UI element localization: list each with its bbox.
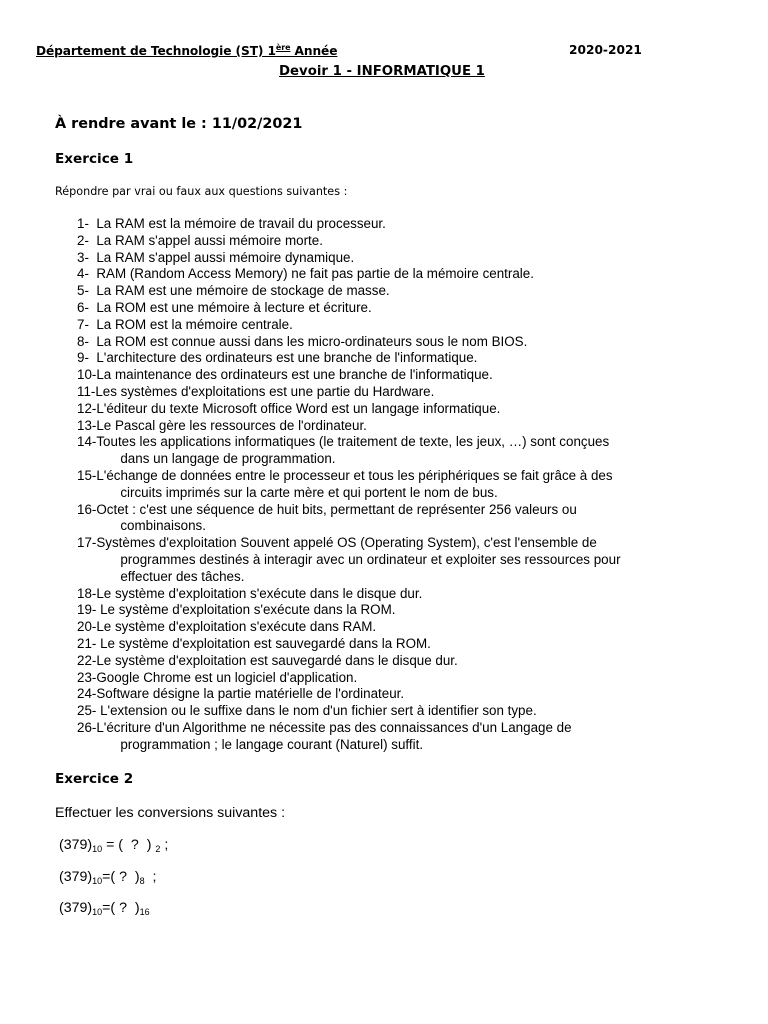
question-line: Le système d'exploitation est sauvegardé dans le disque dur.	[96, 652, 458, 668]
question-item	[77, 670, 717, 687]
question-item	[77, 468, 717, 502]
conversion-item	[59, 900, 150, 917]
question-number: 5-	[77, 283, 97, 299]
question-item	[77, 367, 717, 384]
conversion-from-base: 10	[92, 876, 103, 886]
question-number: 9-	[77, 350, 97, 366]
due-date: À rendre avant le : 11/02/2021	[55, 116, 303, 132]
question-text	[100, 602, 717, 619]
conversion-result: =( ? )	[102, 900, 140, 916]
question-line: La RAM s'appel aussi mémoire dynamique.	[96, 249, 355, 265]
question-number: 7-	[77, 316, 97, 332]
conversion-number: (379)	[59, 837, 93, 853]
question-line: L'architecture des ordinateurs est une branche de l'informatique.	[96, 350, 478, 366]
question-text	[96, 468, 717, 502]
question-item	[77, 619, 717, 636]
question-text	[96, 720, 717, 754]
question-item	[77, 317, 717, 334]
year-superscript: ère	[275, 43, 291, 52]
question-number: 10-	[77, 367, 97, 383]
question-text	[96, 401, 717, 418]
question-number: 17-	[77, 535, 97, 551]
question-number: 26-	[77, 719, 97, 735]
question-item	[77, 602, 717, 619]
question-line: Le système d'exploitation s'exécute dans la ROM.	[100, 602, 396, 618]
conversion-end: ;	[144, 869, 157, 885]
question-number: 1-	[77, 216, 97, 231]
question-line: La RAM est la mémoire de travail du processeur.	[96, 216, 386, 231]
question-line: Software désigne la partie matérielle de l'ordinateur.	[96, 686, 405, 702]
question-list	[77, 216, 717, 754]
question-line: circuits imprimés sur la carte mère et qui portent le nom de bus.	[120, 484, 498, 500]
question-item	[77, 636, 717, 653]
question-number: 13-	[77, 417, 97, 433]
conversion-to-base: 16	[139, 907, 150, 917]
question-line: Octet : c'est une séquence de huit bits, permettant de représenter 256 valeurs ou	[96, 501, 577, 517]
question-item	[77, 266, 717, 283]
question-number: 14-	[77, 434, 97, 450]
question-text	[96, 670, 717, 687]
question-item	[77, 250, 717, 267]
question-text	[96, 317, 717, 334]
question-item	[77, 401, 717, 418]
question-item	[77, 350, 717, 367]
question-number: 2-	[77, 232, 97, 248]
question-item	[77, 434, 717, 468]
question-line: Le système d'exploitation est sauvegardé dans la ROM.	[100, 635, 431, 651]
question-line: Toutes les applications informatiques (le traitement de texte, les jeux, …) sont conçues	[96, 434, 610, 450]
question-line: effectuer des tâches.	[120, 568, 245, 584]
conversion-result: = ( ? )	[102, 837, 156, 853]
question-number: 23-	[77, 669, 97, 685]
question-number: 12-	[77, 400, 97, 416]
question-line: La ROM est une mémoire à lecture et écriture.	[96, 299, 372, 315]
department-header	[36, 43, 337, 58]
question-number: 11-	[77, 383, 96, 399]
question-text	[96, 233, 717, 250]
question-number: 3-	[77, 249, 97, 265]
academic-year: 2020-2021	[569, 43, 642, 57]
question-line: L'échange de données entre le processeur et tous les périphériques se fait grâce à des	[96, 467, 613, 483]
question-item	[77, 686, 717, 703]
exercise1-title: Exercice 1	[55, 151, 134, 167]
exercise2-instruction: Effectuer les conversions suivantes :	[55, 805, 286, 821]
exercise2-title: Exercice 2	[55, 771, 134, 787]
question-item	[77, 216, 717, 233]
question-item	[77, 502, 717, 536]
question-number: 4-	[77, 266, 97, 282]
question-text	[96, 266, 717, 283]
question-item	[77, 703, 717, 720]
question-number: 19-	[77, 602, 101, 618]
conversion-end: ;	[160, 837, 169, 853]
question-line: L'extension ou le suffixe dans le nom d'un fichier sert à identifier son type.	[100, 703, 537, 719]
question-text	[96, 367, 717, 384]
question-line: combinaisons.	[120, 518, 206, 534]
question-line: Le Pascal gère les ressources de l'ordinateur.	[96, 417, 367, 433]
question-text	[95, 384, 717, 401]
question-item	[77, 334, 717, 351]
question-item	[77, 418, 717, 435]
conversion-item	[59, 837, 168, 854]
conversion-to-base: 2	[155, 844, 161, 854]
exercise1-instruction: Répondre par vrai ou faux aux questions suivantes :	[55, 185, 348, 198]
question-number: 8-	[77, 333, 97, 349]
question-line: Les systèmes d'exploitations est une partie du Hardware.	[95, 383, 435, 399]
question-line: Google Chrome est un logiciel d'application.	[96, 669, 358, 685]
question-item	[77, 233, 717, 250]
question-text	[96, 535, 717, 585]
question-text	[96, 350, 717, 367]
question-text	[96, 216, 717, 233]
question-text	[96, 283, 717, 300]
question-item	[77, 384, 717, 401]
conversion-item	[59, 869, 156, 886]
question-line: Le système d'exploitation s'exécute dans le disque dur.	[96, 585, 423, 601]
conversion-from-base: 10	[92, 844, 103, 854]
question-text	[96, 434, 717, 468]
question-text	[100, 636, 717, 653]
question-number: 24-	[77, 686, 97, 702]
question-text	[96, 418, 717, 435]
conversion-number: (379)	[59, 869, 93, 885]
question-number: 21-	[77, 635, 101, 651]
question-line: programmation ; le langage courant (Naturel) suffit.	[120, 736, 424, 752]
conversion-number: (379)	[59, 900, 93, 916]
question-number: 20-	[77, 619, 97, 635]
question-line: Le système d'exploitation s'exécute dans RAM.	[96, 619, 377, 635]
question-text	[96, 334, 717, 351]
question-line: La RAM s'appel aussi mémoire morte.	[96, 232, 323, 248]
question-number: 6-	[77, 299, 97, 315]
department-label: Département de Technologie (ST) 1	[36, 44, 276, 59]
question-line: L'écriture d'un Algorithme ne nécessite pas des connaissances d'un Langage de	[96, 719, 572, 735]
question-line: dans un langage de programmation.	[120, 451, 336, 467]
question-line: La ROM est la mémoire centrale.	[96, 316, 293, 332]
question-text	[100, 703, 717, 720]
question-text	[96, 586, 717, 603]
question-line: La RAM est une mémoire de stockage de masse.	[96, 283, 390, 299]
question-item	[77, 300, 717, 317]
question-number: 15-	[77, 467, 97, 483]
question-line: La ROM est connue aussi dans les micro-ordinateurs sous le nom BIOS.	[96, 333, 528, 349]
question-text	[96, 300, 717, 317]
question-item	[77, 535, 717, 585]
question-text	[96, 502, 717, 536]
question-number: 25-	[77, 703, 101, 719]
question-text	[96, 653, 717, 670]
question-number: 22-	[77, 652, 97, 668]
question-text	[96, 619, 717, 636]
conversion-from-base: 10	[92, 907, 103, 917]
question-text	[96, 250, 717, 267]
conversion-result: =( ? )	[102, 869, 140, 885]
question-line: programmes destinés à interagir avec un ordinateur et exploiter ses ressources pour	[120, 551, 621, 567]
conversion-to-base: 8	[139, 876, 145, 886]
question-number: 18-	[77, 585, 97, 601]
year-label: Année	[290, 44, 338, 59]
question-item	[77, 283, 717, 300]
question-line: L'éditeur du texte Microsoft office Word est un langage informatique.	[96, 400, 501, 416]
question-item	[77, 586, 717, 603]
page-title: Devoir 1 - INFORMATIQUE 1	[279, 64, 485, 79]
question-line: La maintenance des ordinateurs est une branche de l'informatique.	[96, 367, 493, 383]
question-line: Systèmes d'exploitation Souvent appelé OS (Operating System), c'est l'ensemble de	[96, 535, 597, 551]
question-item	[77, 653, 717, 670]
question-text	[96, 686, 717, 703]
question-number: 16-	[77, 501, 97, 517]
question-line: RAM (Random Access Memory) ne fait pas partie de la mémoire centrale.	[96, 266, 534, 282]
question-item	[77, 720, 717, 754]
